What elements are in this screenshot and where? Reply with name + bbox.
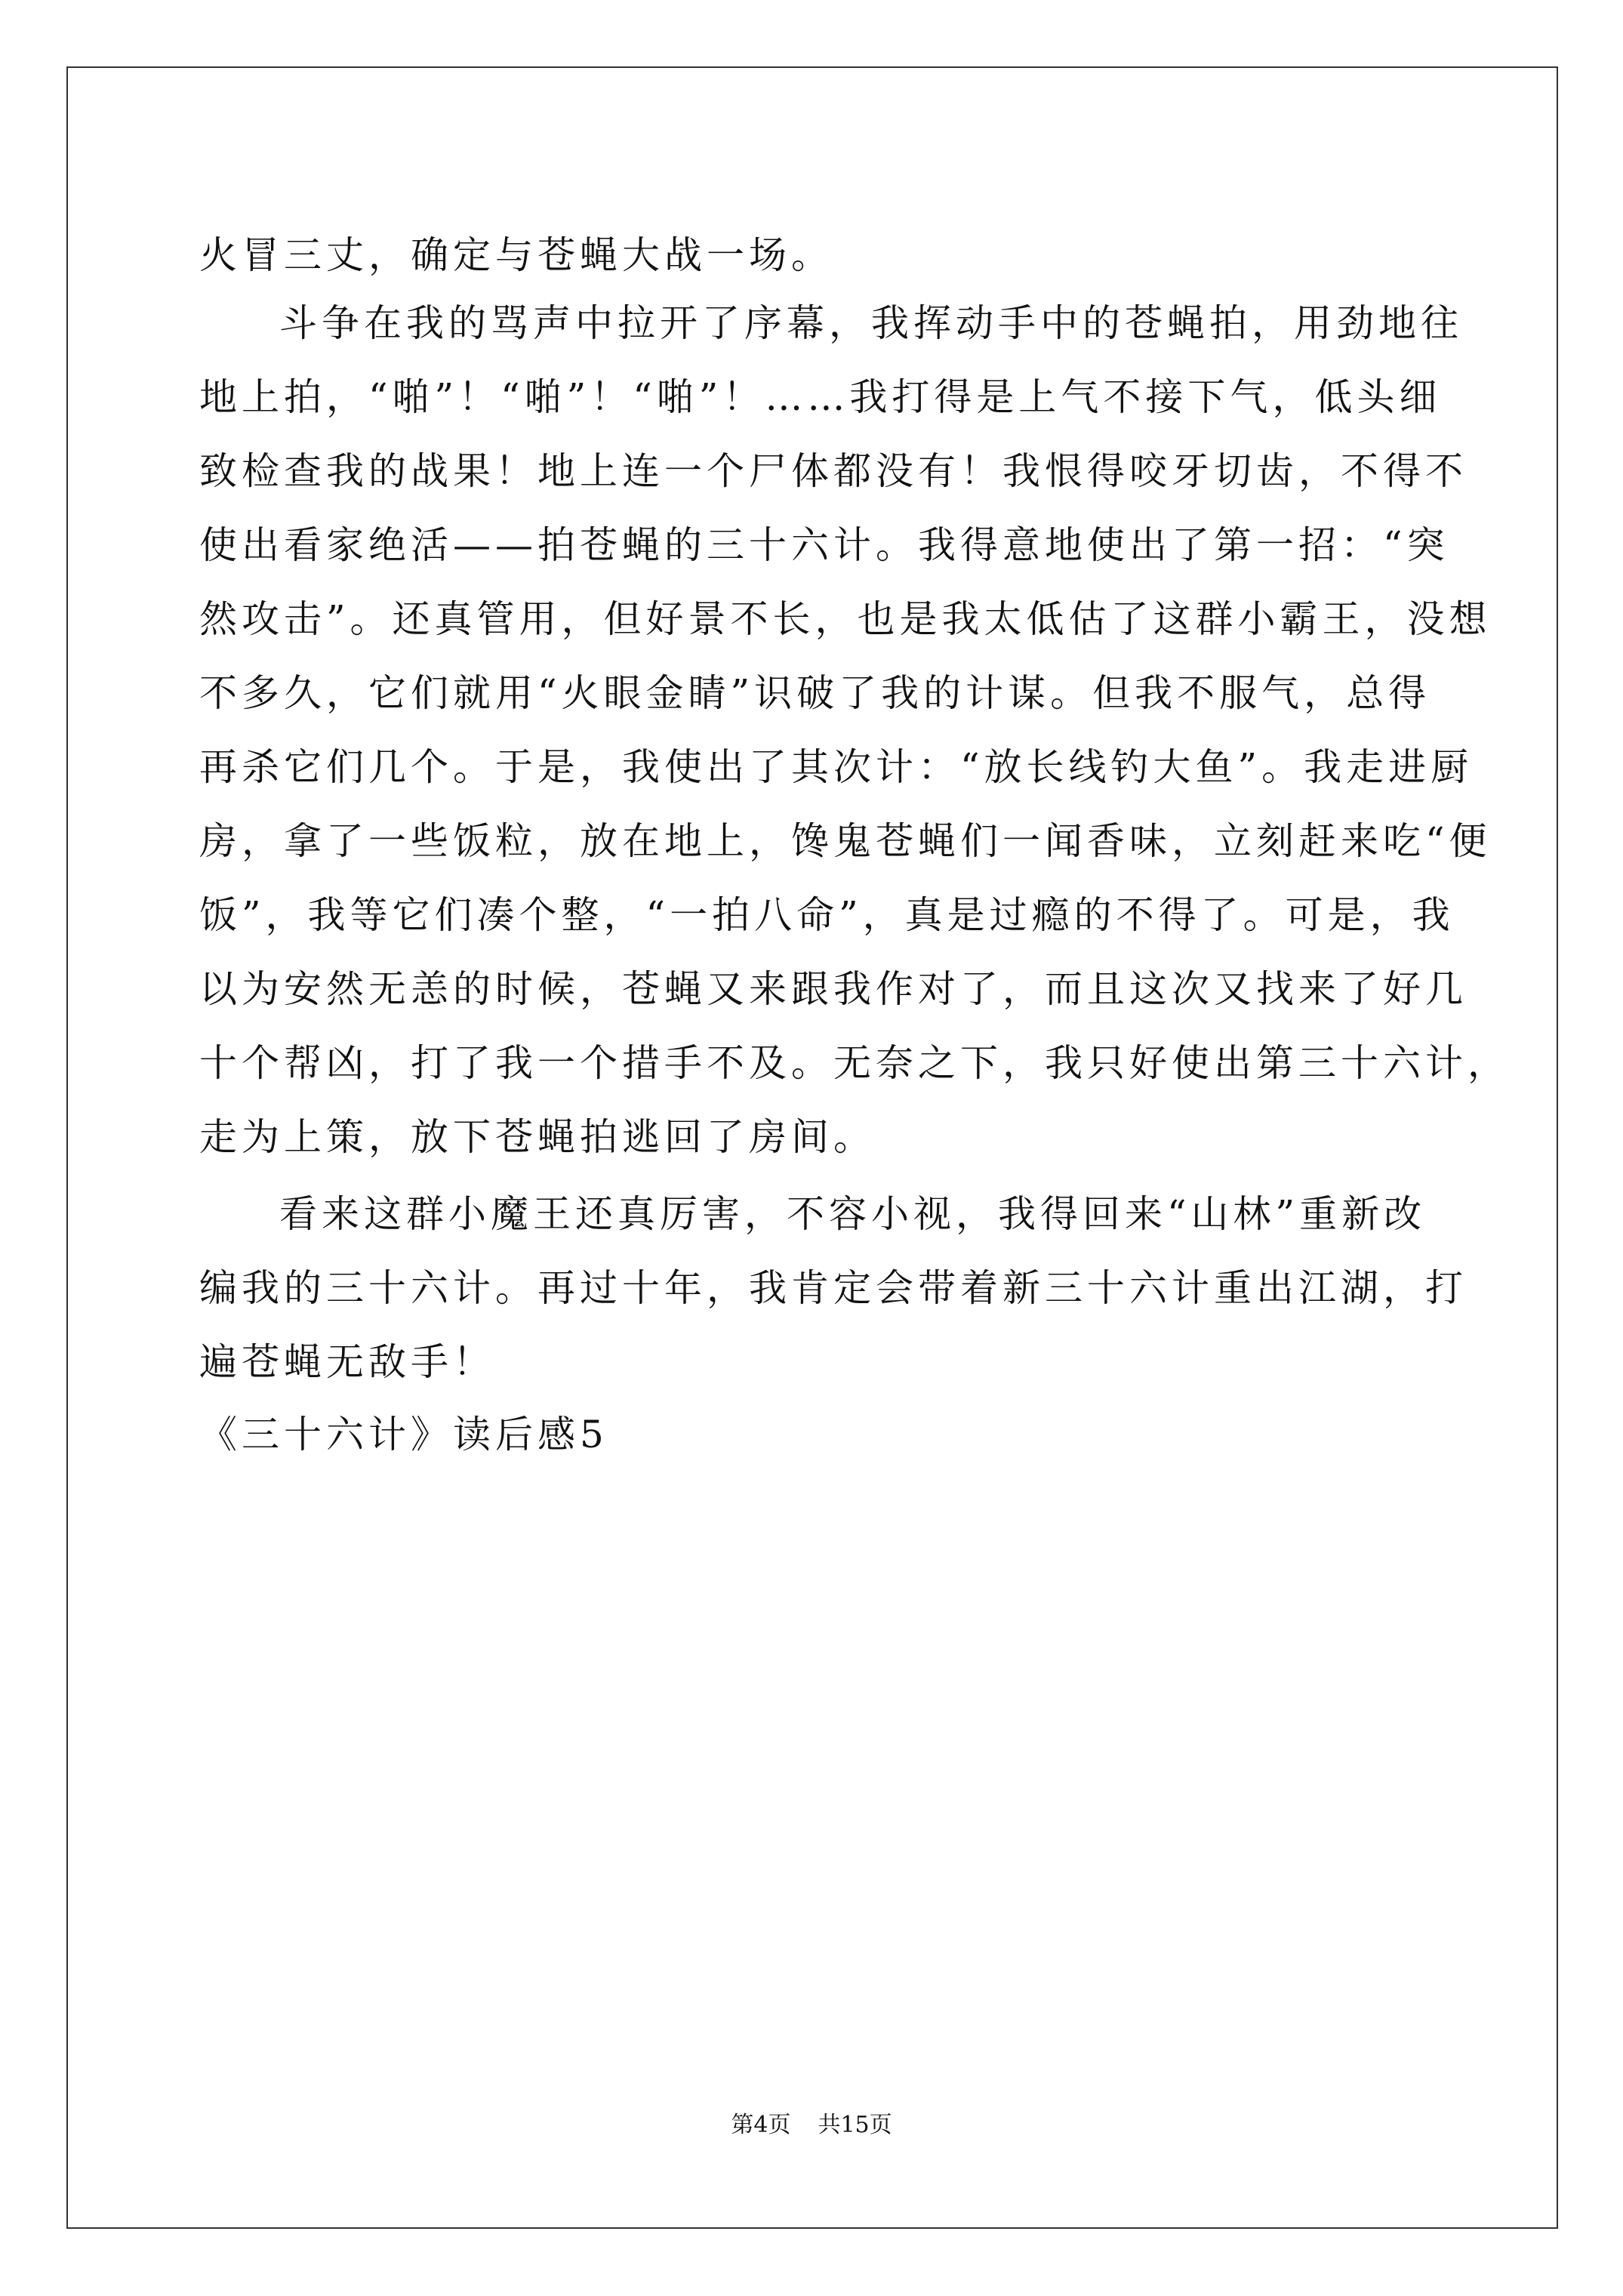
- paragraph-line: 使出看家绝活——拍苍蝇的三十六计。我得意地使出了第一招：“突: [199, 523, 1449, 567]
- page-number: 第4页: [731, 2112, 791, 2138]
- paragraph-line: 遍苍蝇无敌手！: [199, 1340, 495, 1384]
- paragraph-line: 看来这群小魔王还真厉害，不容小视，我得回来“山林”重新改: [279, 1192, 1427, 1236]
- paragraph-line: 斗争在我的骂声中拉开了序幕，我挥动手中的苍蝇拍，用劲地往: [279, 301, 1463, 345]
- paragraph-line: 编我的三十六计。再过十年，我肯定会带着新三十六计重出江湖，打: [199, 1266, 1467, 1310]
- paragraph-line: 火冒三丈，确定与苍蝇大战一场。: [199, 233, 833, 277]
- paragraph-line: 走为上策，放下苍蝇拍逃回了房间。: [199, 1115, 876, 1159]
- paragraph-line: 地上拍，“啪”！“啪”！“啪”！……我打得是上气不接下气，低头细: [199, 375, 1442, 419]
- paragraph-line: 房，拿了一些饭粒，放在地上，馋鬼苍蝇们一闻香味，立刻赶来吃“便: [199, 819, 1492, 863]
- paragraph-line: 饭”，我等它们凑个整，“一拍八命”，真是过瘾的不得了。可是，我: [199, 893, 1455, 937]
- page-footer: [0, 2112, 1623, 2139]
- page-total: 共15页: [818, 2112, 892, 2138]
- paragraph-line: 不多久，它们就用“火眼金睛”识破了我的计谋。但我不服气，总得: [199, 671, 1431, 715]
- paragraph-line: 然攻击”。还真管用，但好景不长，也是我太低估了这群小霸王，没想: [199, 597, 1492, 641]
- paragraph-line: 再杀它们几个。于是，我使出了其次计：“放长线钓大鱼”。我走进厨: [199, 745, 1474, 789]
- section-heading: 《三十六计》读后感5: [199, 1413, 608, 1456]
- paragraph-line: 致检查我的战果！地上连一个尸体都没有！我恨得咬牙切齿，不得不: [199, 449, 1467, 493]
- paragraph-line: 十个帮凶，打了我一个措手不及。无奈之下，我只好使出第三十六计，: [199, 1041, 1510, 1085]
- paragraph-line: 以为安然无恙的时候，苍蝇又来跟我作对了，而且这次又找来了好几: [199, 967, 1467, 1011]
